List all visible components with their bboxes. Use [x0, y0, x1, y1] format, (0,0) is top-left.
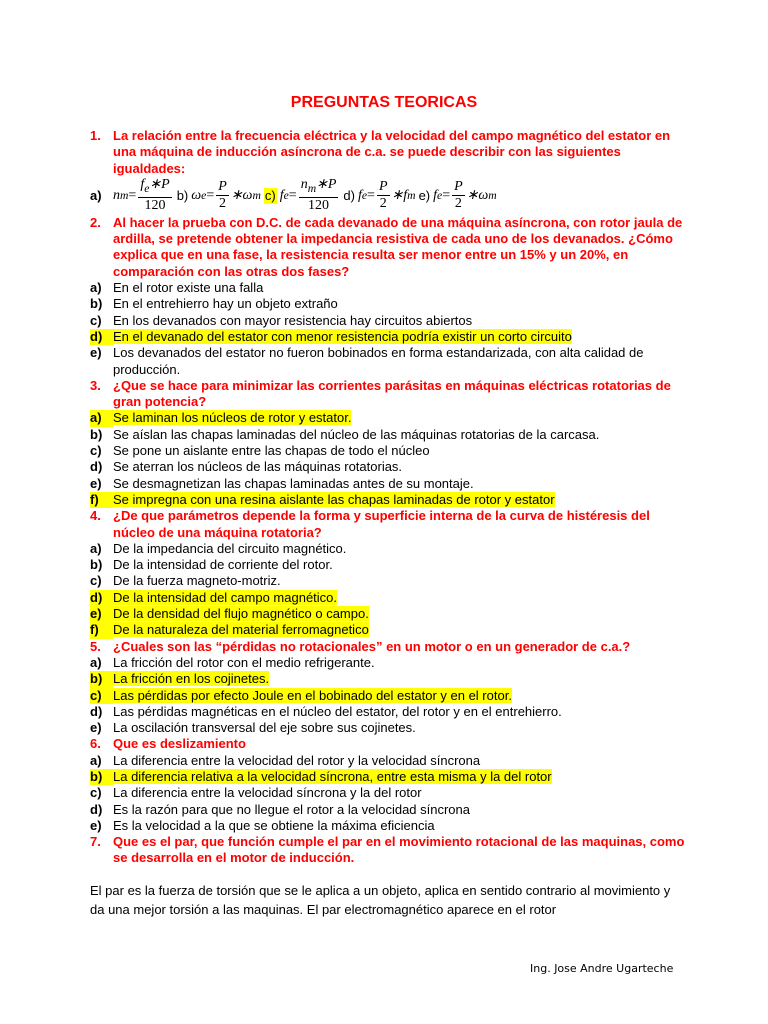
- option-label: e): [418, 187, 431, 203]
- option-text: Los devanados del estator no fueron bobinados en forma estandarizada, con alta calidad de producción.: [113, 345, 644, 377]
- question-3: [90, 378, 688, 411]
- option-c: [90, 443, 688, 459]
- option-c: [90, 313, 688, 329]
- footer-author: Ing. Jose Andre Ugarteche: [530, 962, 674, 975]
- option-label: c): [90, 688, 113, 704]
- option-label: d): [90, 703, 103, 719]
- option-f: [90, 492, 688, 508]
- option-text-highlighted: De la densidad del flujo magnético o campo.: [113, 606, 369, 622]
- option-a: [90, 655, 688, 671]
- option-text: De la fuerza magneto-motriz.: [113, 573, 281, 589]
- option-label: a): [90, 654, 102, 670]
- option-label: e): [90, 606, 113, 622]
- option-text-highlighted: La fricción en los cojinetes.: [113, 671, 270, 687]
- option-label: b): [90, 426, 103, 442]
- question-number: 2.: [90, 214, 101, 230]
- option-d: [90, 704, 688, 720]
- option-label: a): [90, 280, 102, 296]
- option-text: La oscilación transversal del eje sobre sus cojinetes.: [113, 720, 416, 736]
- option-text: En el entrehierro hay un objeto extraño: [113, 296, 338, 312]
- option-b: [90, 671, 688, 687]
- formula-b: ω e = $\frac{P}{2}$ ∗ω m: [191, 179, 261, 212]
- option-c: [90, 573, 688, 589]
- option-a: [90, 753, 688, 769]
- option-label: c): [90, 573, 102, 589]
- formula-options: [90, 177, 688, 215]
- option-text: La fricción del rotor con el medio refrigerante.: [113, 654, 375, 670]
- option-label: b): [176, 187, 189, 203]
- option-label: b): [90, 557, 103, 573]
- question-text: ¿Que se hace para minimizar las corrientes parásitas en máquinas eléctricas rotatorias de gran potencia?: [113, 377, 671, 410]
- formula-c: f e = $\frac{n_m∗P}{120}$: [279, 177, 337, 214]
- option-text-highlighted: Se laminan los núcleos de rotor y estator.: [113, 410, 352, 426]
- option-label: c): [90, 785, 102, 801]
- formula-e: f e = $\frac{P}{2}$ ∗ω m: [433, 179, 497, 212]
- question-4: [90, 508, 688, 541]
- question-5: [90, 639, 688, 655]
- option-e: [90, 606, 688, 622]
- option-label: f): [90, 492, 113, 508]
- question-number: 3.: [90, 377, 101, 393]
- option-b: [90, 769, 688, 785]
- formula-d: f e = $\frac{P}{2}$ ∗f m: [357, 179, 416, 212]
- option-text-highlighted: Las pérdidas por efecto Joule en el bobinado del estator y en el rotor.: [113, 687, 512, 703]
- question-text: ¿De que parámetros depende la forma y superficie interna de la curva de histéresis del núcleo de una máquina rotatoria?: [113, 508, 650, 540]
- question-text: La relación entre la frecuencia eléctrica y la velocidad del campo magnético del estator en una máquina de inducción asíncrona de c.a. se puede describir con las siguientes igualdades:: [113, 128, 671, 176]
- question-7: [90, 834, 688, 867]
- option-text-highlighted: En el devanado del estator con menor resistencia podría existir un corto circuito: [113, 328, 572, 344]
- option-text-highlighted: Se impregna con una resina aislante las chapas laminadas de rotor y estator: [113, 491, 555, 507]
- option-label: e): [90, 720, 102, 736]
- option-text: La diferencia entre la velocidad síncrona y la del rotor: [113, 785, 422, 801]
- question-1: [90, 128, 688, 177]
- option-text: Las pérdidas magnéticas en el núcleo del estator, del rotor y en el entrehierro.: [113, 703, 562, 719]
- option-text-highlighted: De la naturaleza del material ferromagnetico: [113, 622, 369, 638]
- option-label: e): [90, 817, 102, 833]
- option-f: [90, 622, 688, 638]
- option-text: Se desmagnetizan las chapas laminadas antes de su montaje.: [113, 475, 474, 491]
- option-label-highlighted: c): [264, 187, 276, 203]
- option-text: La diferencia entre la velocidad del rotor y la velocidad síncrona: [113, 752, 481, 768]
- page-title: PREGUNTAS TEORICAS: [290, 94, 478, 111]
- option-b: [90, 427, 688, 443]
- option-e: [90, 345, 688, 378]
- question-number: 6.: [90, 736, 101, 752]
- question-text: ¿Cuales son las “pérdidas no rotacionales” en un motor o en un generador de c.a.?: [113, 638, 631, 654]
- option-text: Se pone un aislante entre las chapas de todo el núcleo: [113, 443, 430, 459]
- option-a: [90, 410, 688, 426]
- option-label: d): [90, 459, 103, 475]
- option-label: c): [90, 443, 102, 459]
- option-b: [90, 557, 688, 573]
- option-a: [90, 280, 688, 296]
- option-c: [90, 688, 688, 704]
- option-label: e): [90, 345, 102, 361]
- question-list: [90, 128, 688, 919]
- option-text: Se aíslan las chapas laminadas del núcleo de las máquinas rotatorias de la carcasa.: [113, 426, 600, 442]
- option-label: c): [90, 312, 102, 328]
- option-text: Se aterran los núcleos de las máquinas rotatorias.: [113, 459, 403, 475]
- option-a: [90, 541, 688, 557]
- option-e: [90, 476, 688, 492]
- option-b: [90, 296, 688, 312]
- question-text: Que es deslizamiento: [113, 736, 246, 752]
- option-label: d): [90, 801, 103, 817]
- option-d: [90, 802, 688, 818]
- question-6: [90, 736, 688, 752]
- question-number: 7.: [90, 834, 101, 850]
- option-c: [90, 785, 688, 801]
- formula-a: n m = $\frac{f_e∗P}{120}$: [113, 177, 170, 214]
- option-text: Es la velocidad a la que se obtiene la máxima eficiencia: [113, 817, 435, 833]
- option-label: d): [343, 187, 355, 203]
- questions-2-to-7: [90, 215, 688, 867]
- question-number: 1.: [90, 128, 101, 143]
- question-2: [90, 215, 688, 280]
- option-label: a): [90, 540, 102, 556]
- option-d: [90, 329, 688, 345]
- option-label: b): [90, 296, 103, 312]
- option-text: En el rotor existe una falla: [113, 280, 264, 296]
- option-text-highlighted: De la intensidad del campo magnético.: [113, 589, 338, 605]
- option-d: [90, 459, 688, 475]
- option-text: De la impedancia del circuito magnético.: [113, 540, 347, 556]
- option-label: b): [90, 769, 113, 785]
- option-label: b): [90, 671, 113, 687]
- option-text-highlighted: La diferencia relativa a la velocidad síncrona, entre esta misma y la del rotor: [113, 768, 552, 784]
- question-text: Al hacer la prueba con D.C. de cada devanado de una máquina asíncrona, con rotor jaula de ardilla, se pretende obtener la impedancia resistiva de cada uno de los devanados. ¿Cómo explica que en una fase, la resistencia resulta ser menor entre un 15% y un 20%, en comparación con las otras dos fases?: [113, 214, 683, 279]
- option-d: [90, 590, 688, 606]
- question-number: 4.: [90, 508, 101, 524]
- option-label: a): [90, 187, 102, 203]
- option-label: e): [90, 475, 102, 491]
- option-e: [90, 720, 688, 736]
- option-label: a): [90, 410, 113, 426]
- option-text: De la intensidad de corriente del rotor.: [113, 557, 333, 573]
- question-text: Que es el par, que función cumple el par en el movimiento rotacional de las maquinas, como se desarrolla en el motor de inducción.: [113, 834, 685, 866]
- answer-paragraph: El par es la fuerza de torsión que se le aplica a un objeto, aplica en sentido contrario al movimiento y da una mejor torsión a las maquinas. El par electromagnético aparece en el rotor: [90, 882, 671, 917]
- option-text: En los devanados con mayor resistencia hay circuitos abiertos: [113, 312, 473, 328]
- option-text: Es la razón para que no llegue el rotor a la velocidad síncrona: [113, 801, 470, 817]
- option-label: d): [90, 329, 113, 345]
- question-number: 5.: [90, 638, 101, 654]
- option-e: [90, 818, 688, 834]
- option-label: d): [90, 590, 113, 606]
- option-label: f): [90, 622, 113, 638]
- option-label: a): [90, 752, 102, 768]
